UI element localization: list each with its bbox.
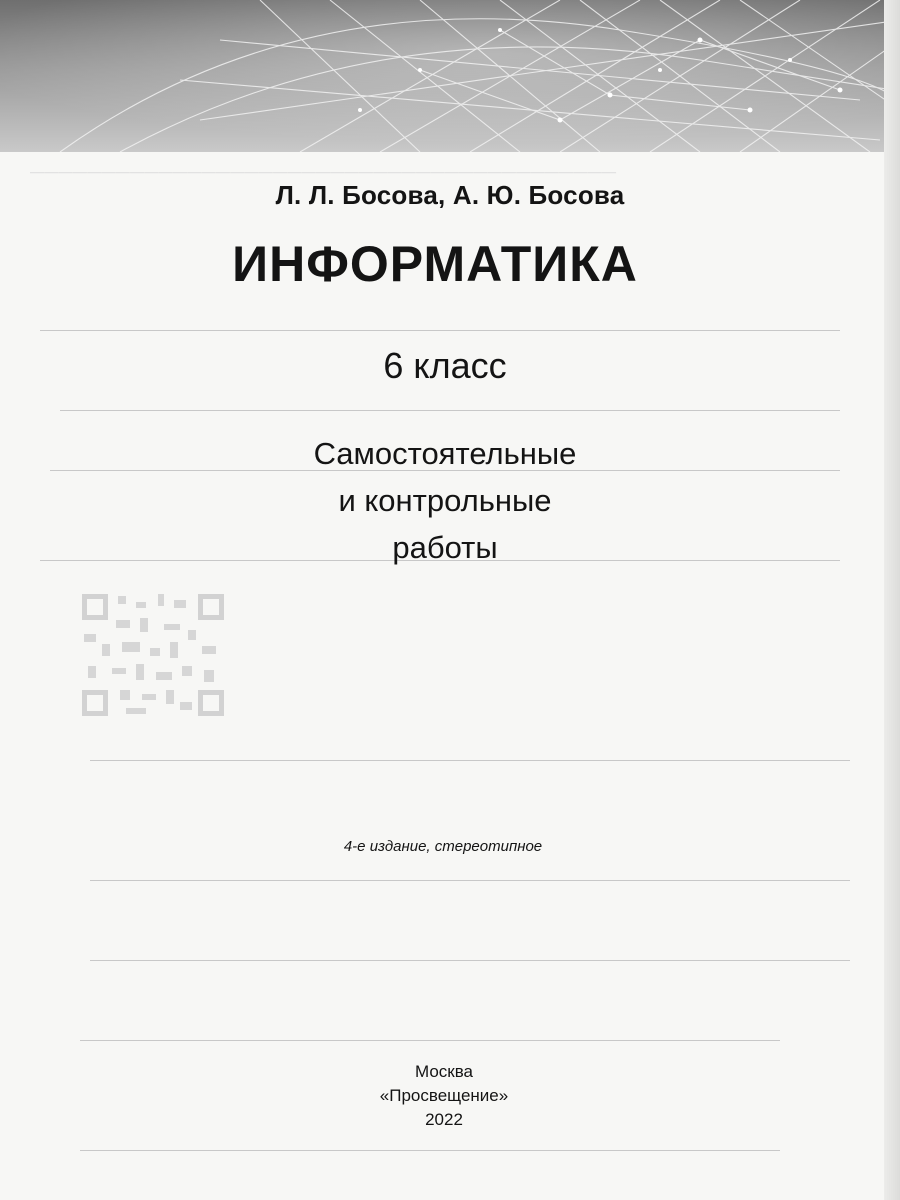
show-through-rule <box>40 330 840 331</box>
publication-year: 2022 <box>425 1110 463 1129</box>
subtitle-line: и контрольные <box>338 483 552 518</box>
subtitle-line: Самостоятельные <box>313 436 577 471</box>
show-through-rule <box>80 1040 780 1041</box>
header-network-globe-image <box>0 0 900 152</box>
show-through-line: ――――――――――――――――――――――――――――――――――――――――― <box>30 165 617 180</box>
edition-note: 4-е издание, стереотипное <box>343 838 543 855</box>
show-through-rule <box>90 960 850 961</box>
show-through-rule <box>90 880 850 881</box>
show-through-rule <box>60 410 840 411</box>
network-globe-icon <box>0 0 900 152</box>
publisher-name: «Просвещение» <box>379 1086 509 1105</box>
qr-code-icon <box>78 590 228 720</box>
book-title: ИНФОРМАТИКА <box>232 236 638 292</box>
show-through-rule <box>80 1150 780 1151</box>
book-subtitle <box>0 430 890 571</box>
show-through-rule <box>90 760 850 761</box>
publisher-city: Москва <box>414 1062 474 1081</box>
book-authors: Л. Л. Босова, А. Ю. Босова <box>275 180 625 210</box>
book-grade: 6 класс <box>383 345 507 386</box>
subtitle-line: работы <box>392 530 498 565</box>
